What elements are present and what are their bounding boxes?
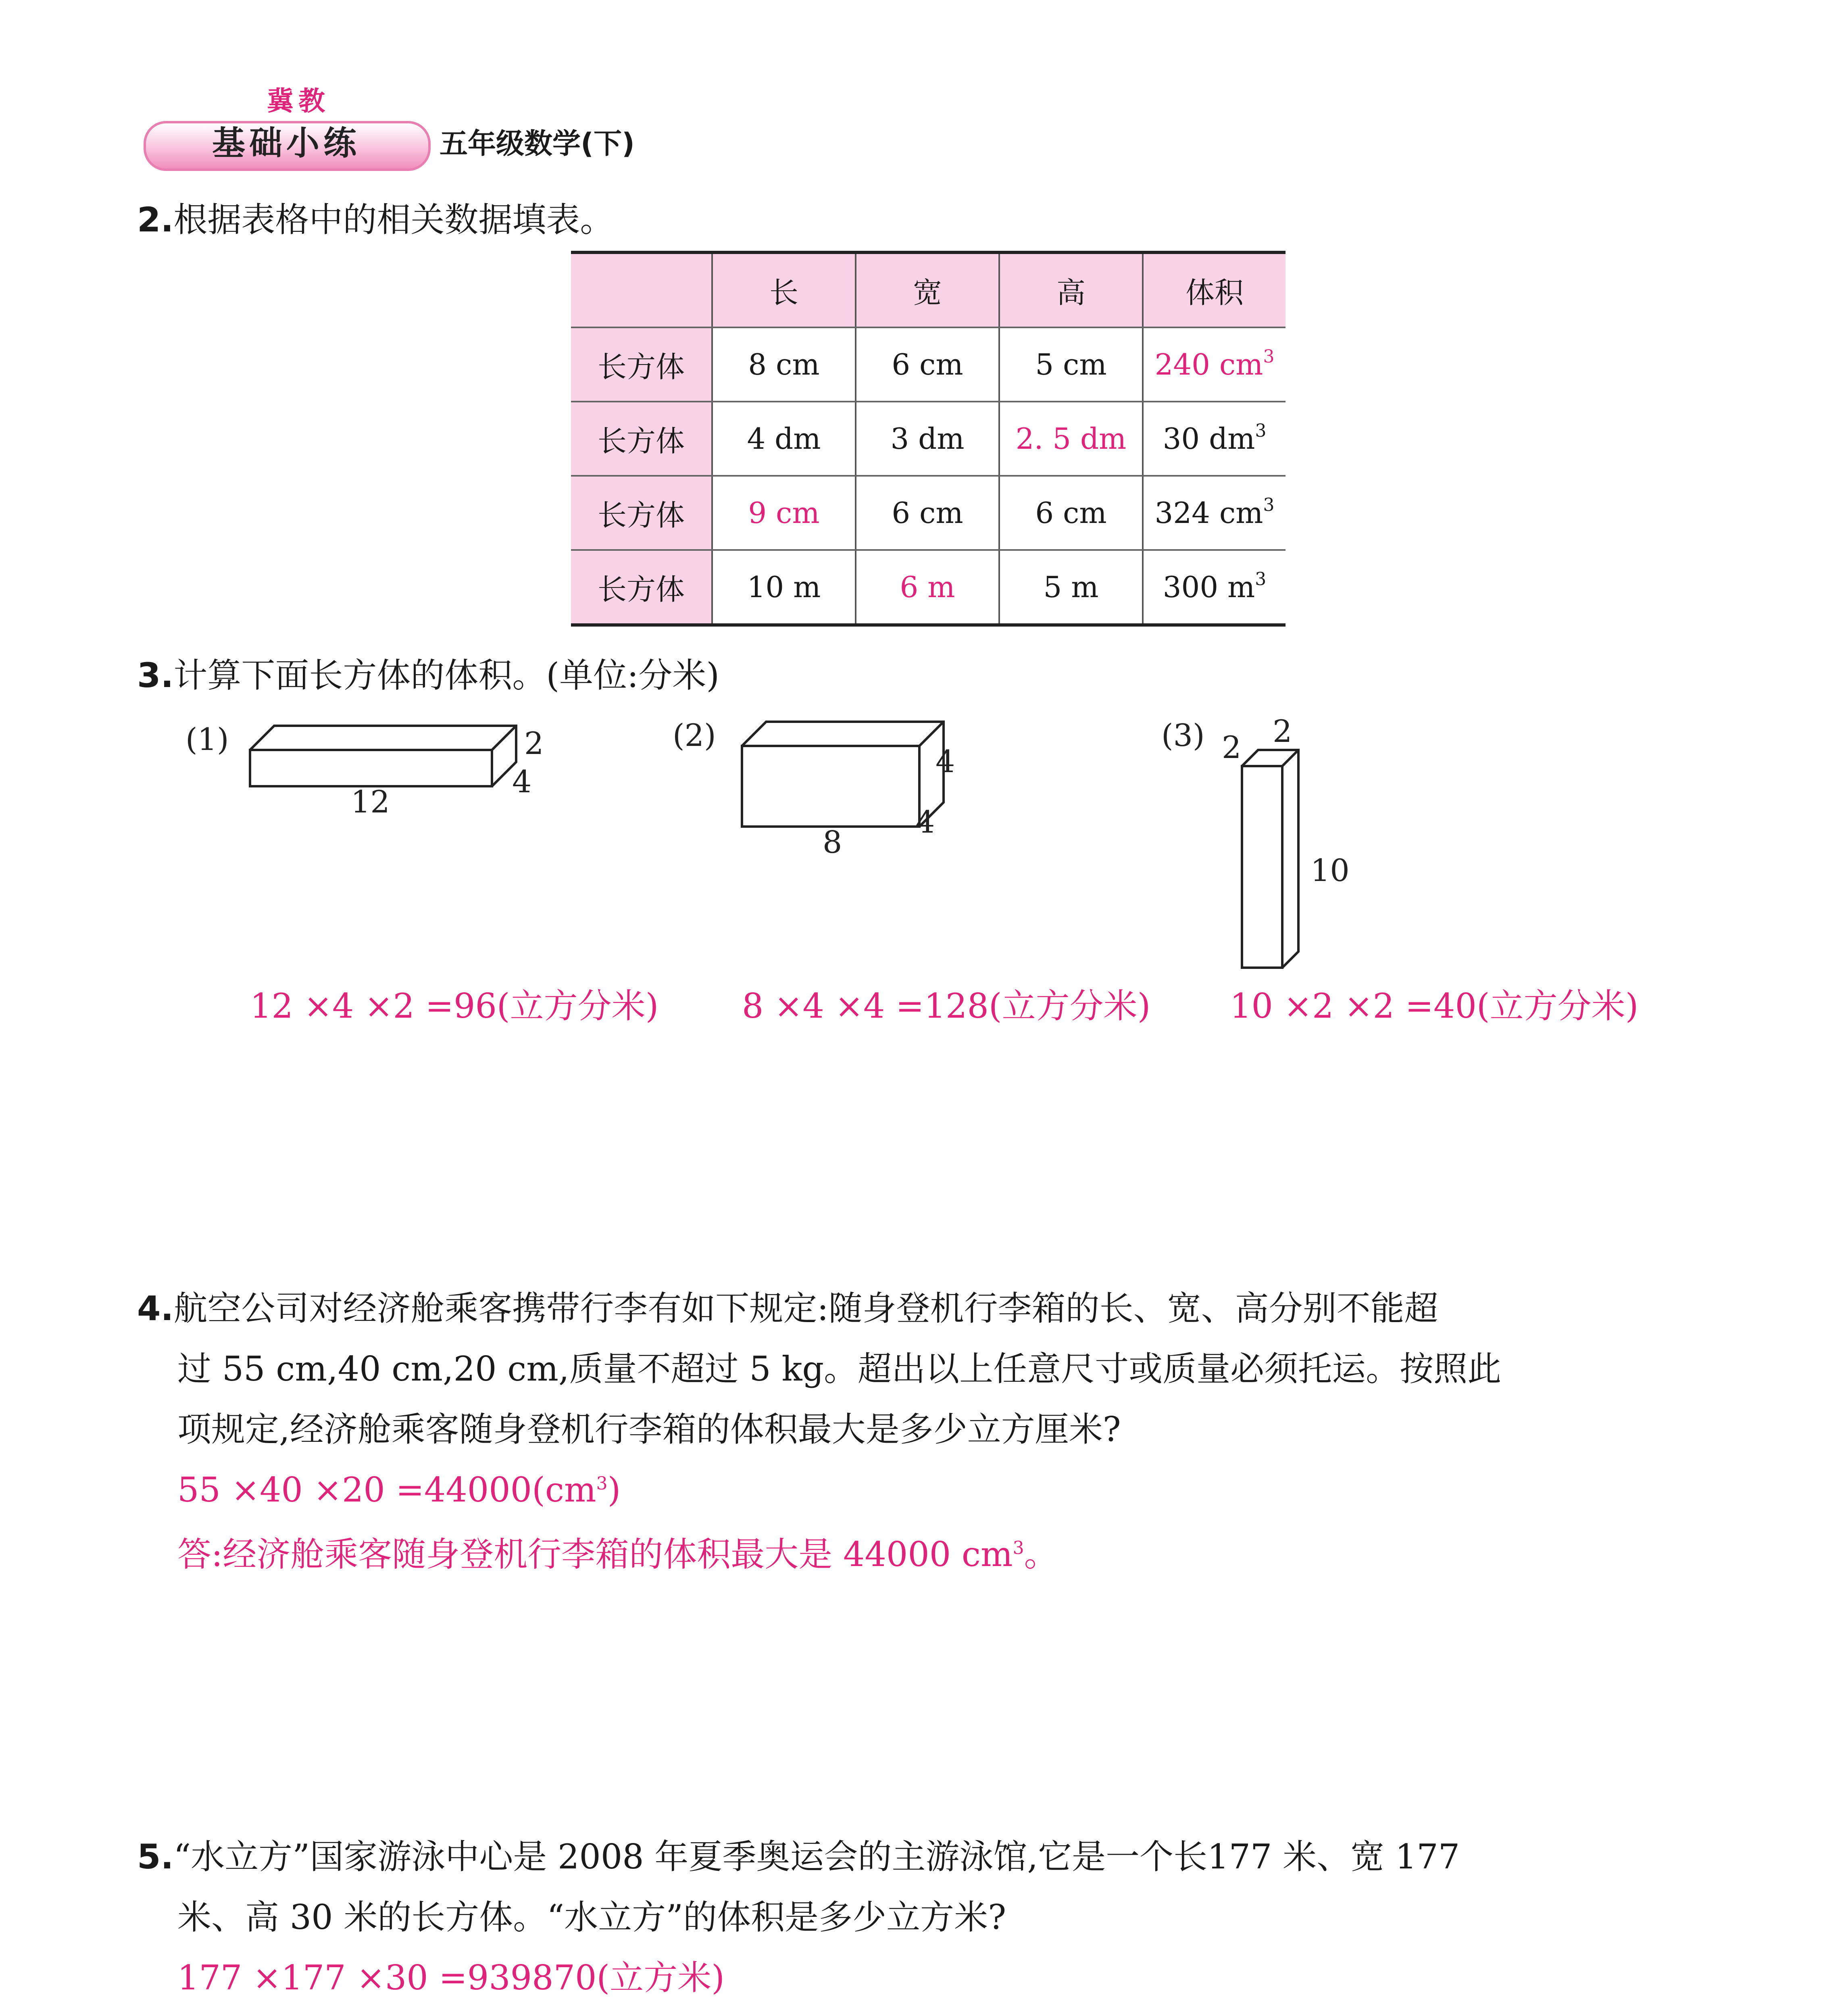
figure-2-label: (2): [673, 717, 716, 753]
q4-calculation: $55 \times 40 \times 20 =44000(cm^3)$: [177, 1470, 621, 1510]
q2-number: 2.: [137, 200, 174, 240]
q5-answer: [177, 2012, 781, 2016]
cuboid-1-drawing: [250, 726, 516, 786]
table-row-label: 长方体: [571, 402, 712, 476]
q5-line-1: 5.“水立方”国家游泳中心是 2008 年夏季奥运会的主游泳馆,它是一个长177 米、宽 177: [137, 1837, 1460, 1876]
figure-1-length: 12: [351, 784, 390, 820]
table-cell-answer: 240 $cm^3$: [1143, 327, 1286, 402]
q4-number: 4.: [137, 1289, 174, 1328]
table-cell-answer: 6 m: [856, 550, 999, 625]
table-row-label: 长方体: [571, 550, 712, 625]
table-cell: 3 dm: [856, 402, 999, 476]
figure-2-height: 4: [936, 744, 955, 779]
table-cell: 6 cm: [999, 476, 1143, 550]
table-cell: 10 m: [712, 550, 856, 625]
header-grade: 五年级数学(下): [440, 127, 635, 160]
figure-1-label: (1): [185, 721, 229, 757]
table-header-cell: 宽: [856, 252, 999, 327]
header-publisher: 冀教: [267, 85, 330, 117]
cuboid-2-drawing: [742, 722, 944, 827]
q4-line-2: 过 55 cm,40 cm,20 cm,质量不超过 5 kg。超出以上任意尺寸或质量必须托运。按照此: [177, 1349, 1502, 1389]
table-cell: 6 cm: [856, 327, 999, 402]
table-cell: 300 $m^3$: [1143, 550, 1286, 625]
q5-number: 5.: [137, 1837, 174, 1876]
table-cell: 6 cm: [856, 476, 999, 550]
table-row-label: 长方体: [571, 327, 712, 402]
q5-line-2: 米、高 30 米的长方体。“水立方”的体积是多少立方米?: [177, 1897, 1006, 1937]
q3-number: 3.: [137, 656, 174, 695]
table-cell: 324 $cm^3$: [1143, 476, 1286, 550]
table-cell: 8 cm: [712, 327, 856, 402]
q2-prompt: 根据表格中的相关数据填表。: [173, 200, 614, 240]
q3-answer-3: 10 ×2 ×2 =40(立方分米): [1230, 986, 1639, 1026]
cuboid-3-drawing: [1242, 750, 1298, 968]
header-brand: 基础小练: [212, 124, 360, 162]
table-header-cell: 长: [712, 252, 856, 327]
figure-3-depth: 2: [1273, 713, 1292, 749]
table-row-label: 长方体: [571, 476, 712, 550]
figure-2-depth: 4: [915, 804, 935, 840]
figure-3-width: 2: [1222, 729, 1242, 765]
q4-line-3: 项规定,经济舱乘客随身登机行李箱的体积最大是多少立方厘米?: [177, 1410, 1121, 1449]
figure-3-label: (3): [1161, 717, 1205, 753]
table-cell: 4 dm: [712, 402, 856, 476]
q3-prompt: 计算下面长方体的体积。(单位:分米): [173, 656, 720, 695]
q4-line-1: 4.航空公司对经济舱乘客携带行李有如下规定:随身登机行李箱的长、宽、高分别不能超: [137, 1289, 1438, 1328]
q4-answer: 答:经济舱乘客随身登机行李箱的体积最大是 44000 $cm^3$。: [177, 1535, 1058, 1574]
table-cell: 5 m: [999, 550, 1143, 625]
q3-answer-2: 8 ×4 ×4 =128(立方分米): [742, 986, 1151, 1026]
table-cell: 5 cm: [999, 327, 1143, 402]
figure-2-length: 8: [823, 824, 842, 860]
q5-calculation: 177 ×177 ×30 =939870(立方米): [177, 1958, 725, 1997]
table-cell-answer: 2. 5 dm: [999, 402, 1143, 476]
figure-3-height: 10: [1311, 852, 1350, 888]
figure-1-depth: 4: [512, 764, 532, 800]
q3-answer-1: 12 ×4 ×2 =96(立方分米): [250, 986, 659, 1026]
table-cell-answer: 9 cm: [712, 476, 856, 550]
figure-1-height: 2: [524, 725, 544, 761]
table-header-cell: 高: [999, 252, 1143, 327]
table-header-cell: 体积: [1143, 252, 1286, 327]
table-cell: 30 $dm^3$: [1143, 402, 1286, 476]
